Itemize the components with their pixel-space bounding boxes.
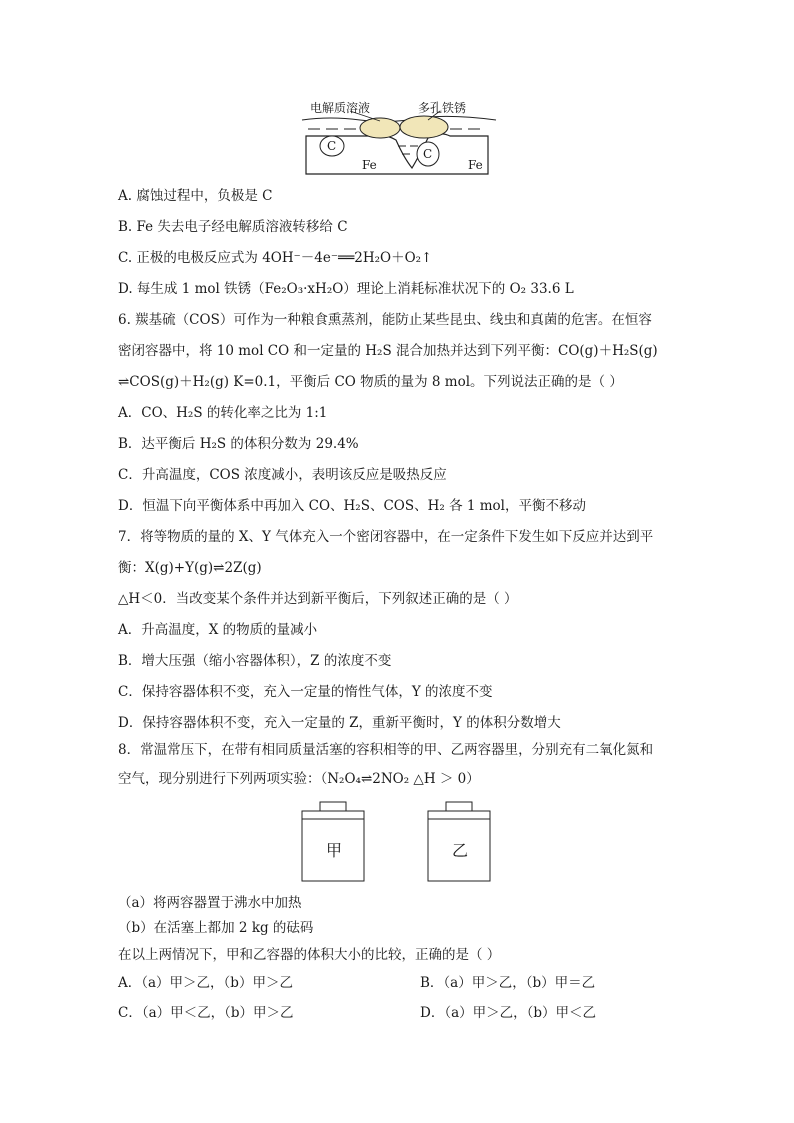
q7-option-d: D．保持容器体积不变，充入一定量的 Z，重新平衡时，Y 的体积分数增大 (118, 715, 561, 731)
label-iron-1: Fe (362, 158, 377, 172)
corrosion-figure (300, 96, 500, 178)
q6-stem-line2: 密闭容器中，将 10 mol CO 和一定量的 H₂S 混合加热并达到下列平衡：CO(g)＋H₂S(g) (118, 343, 658, 359)
q8-stem-line2: 空气，现分别进行下列两项实验：（N₂O₄⇌2NO₂ △H ＞ 0） (118, 771, 480, 787)
q6-option-c: C．升高温度，COS 浓度减小，表明该反应是吸热反应 (118, 467, 447, 483)
q6-option-b: B．达平衡后 H₂S 的体积分数为 29.4% (118, 436, 359, 452)
q7-option-c: C．保持容器体积不变，充入一定量的惰性气体，Y 的浓度不变 (118, 684, 493, 700)
q8-option-b: B．（a）甲＞乙，（b）甲＝乙 (420, 975, 596, 991)
q5-option-c: C. 正极的电极反应式为 4OH⁻－4e⁻══2H₂O＋O₂↑ (118, 250, 433, 266)
q5-option-a: A. 腐蚀过程中，负极是 C (118, 188, 273, 204)
label-iron-2: Fe (468, 158, 483, 172)
q7-option-a: A．升高温度，X 的物质的量减小 (118, 622, 318, 638)
q8-option-a: A．（a）甲＞乙，（b）甲＞乙 (118, 975, 293, 991)
q6-option-a: A．CO、H₂S 的转化率之比为 1:1 (118, 405, 328, 421)
q8-option-c: C．（a）甲＜乙，（b）甲＞乙 (118, 1005, 294, 1021)
q6-stem-line1: 6. 羰基硫（COS）可作为一种粮食熏蒸剂，能防止某些昆虫、线虫和真菌的危害。在恒容 (118, 312, 652, 328)
containers-figure (296, 800, 496, 885)
q6-option-d: D．恒温下向平衡体系中再加入 CO、H₂S、COS、H₂ 各 1 mol，平衡不移动 (118, 498, 586, 514)
q8-stem-line1: 8．常温常压下，在带有相同质量活塞的容积相等的甲、乙两容器里，分别充有二氧化氮和 (118, 742, 654, 758)
label-porous-rust: 多孔铁锈 (418, 101, 467, 115)
q7-stem-line2: 衡：X(g)+Y(g)⇌2Z(g) (118, 560, 262, 576)
q8-question: 在以上两情况下，甲和乙容器的体积大小的比较，正确的是（ ） (118, 947, 501, 963)
label-carbon-1: C (327, 139, 337, 153)
q7-option-b: B．增大压强（缩小容器体积），Z 的浓度不变 (118, 653, 392, 669)
q5-option-b: B. Fe 失去电子经电解质溶液转移给 C (118, 219, 348, 235)
q8-option-d: D．（a）甲＞乙，（b）甲＜乙 (420, 1005, 597, 1021)
q7-stem-line3: △H＜0．当改变某个条件并达到新平衡后，下列叙述正确的是（ ） (118, 591, 518, 607)
container-left-label: 甲 (326, 841, 343, 860)
q8-condition-b: （b）在活塞上都加 2 kg 的砝码 (118, 920, 314, 936)
q6-stem-line3: ⇌COS(g)＋H₂(g) K=0.1，平衡后 CO 物质的量为 8 mol。下列说法正确的是（ ） (118, 374, 623, 390)
q7-stem-line1: 7．将等物质的量的 X、Y 气体充入一个密闭容器中，在一定条件下发生如下反应并达到平 (118, 529, 654, 545)
container-right-label: 乙 (452, 841, 469, 860)
label-carbon-2: C (423, 147, 433, 161)
q5-option-d: D. 每生成 1 mol 铁锈（Fe₂O₃·xH₂O）理论上消耗标准状况下的 O₂ 33.6 L (118, 281, 574, 297)
q8-condition-a: （a）将两容器置于沸水中加热 (118, 895, 302, 911)
label-electrolyte: 电解质溶液 (310, 101, 371, 115)
